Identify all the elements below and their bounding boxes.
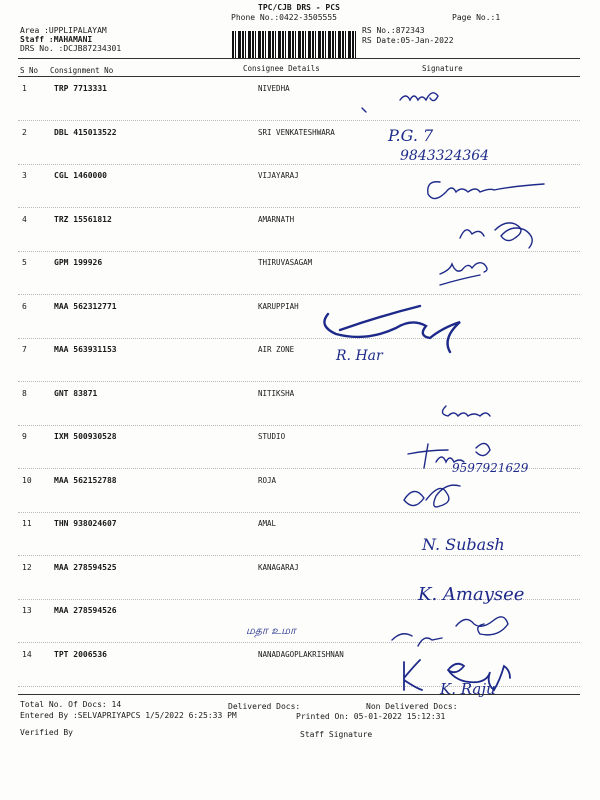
row-serial: 10 [22, 475, 32, 485]
row-serial: 6 [22, 301, 27, 311]
signature-row-13 [392, 617, 508, 646]
signature-row-3 [428, 182, 544, 199]
row-consignment-number: TPT 2006536 [54, 649, 107, 659]
handwritten-row-11: N. Subash [422, 535, 505, 554]
document-title: TPC/CJB DRS - PCS [258, 3, 340, 12]
row-consignee-name: ROJA [258, 475, 277, 485]
row-consignment-number: TRZ 15561812 [54, 214, 112, 224]
row-serial: 9 [22, 432, 27, 441]
column-consignment: Consignment No [50, 66, 114, 75]
row-consignment-number: DBL 415013522 [54, 127, 117, 137]
row-serial: 12 [22, 562, 32, 572]
area-label: Area :UPPLIPALAYAM [20, 26, 107, 35]
row-consignee-name: AMARNATH [258, 214, 295, 224]
drs-number: DRS No. :DCJB87234301 [20, 44, 122, 53]
column-signature: Signature [422, 64, 463, 73]
printed-on: Printed On: 05-01-2022 15:12:31 [296, 712, 446, 721]
rs-date: RS Date:05-Jan-2022 [362, 36, 454, 45]
handwritten-row-12: K. Amaysee [418, 584, 525, 605]
handwritten-row-7: R. Har [336, 348, 383, 364]
total-docs: Total No. Of Docs: 14 [20, 700, 122, 709]
handwritten-row-14: K. Raju [440, 680, 496, 698]
row-consignee-name: NITIKSHA [258, 388, 295, 398]
signature-row-1 [400, 93, 438, 101]
row-consignment-number: MAA 563931153 [54, 345, 117, 354]
row-consignment-number: MAA 278594526 [54, 606, 117, 615]
row-consignee-name: THIRUVASAGAM [258, 258, 313, 267]
delivered-docs: Delivered Docs: [228, 702, 301, 711]
signature-row-6 [324, 306, 460, 352]
row-consignee-name: AMAL [258, 519, 277, 528]
phone-number: Phone No.:0422-3505555 [231, 13, 337, 22]
signature-row-8 [442, 406, 490, 416]
row-serial: 4 [22, 214, 27, 224]
verified-by: Verified By [20, 728, 73, 737]
column-consignee: Consignee Details [243, 64, 320, 73]
row-consignment-number: IXM 500930528 [54, 432, 117, 441]
row-serial: 8 [22, 388, 27, 398]
entered-by: Entered By :SELVAPRIYAPCS 1/5/2022 6:25:33 PM [20, 711, 237, 720]
page-number: Page No.:1 [452, 13, 501, 22]
row-serial: 1 [22, 84, 27, 93]
row-consignment-number: MAA 278594525 [54, 562, 117, 572]
footer-rule [18, 694, 580, 695]
row-serial: 2 [22, 127, 27, 137]
column-sno: S No [20, 66, 39, 75]
row-consignee-name: KARUPPIAH [258, 301, 299, 311]
signature-row-4 [460, 223, 532, 248]
handwritten-row-2-phone: 9843324364 [400, 148, 490, 164]
row-consignment-number: MAA 562312771 [54, 301, 117, 311]
row-consignment-number: TRP 7713331 [54, 84, 107, 93]
row-consignee-name: NANADAGOPLAKRISHNAN [258, 649, 344, 659]
signature-row-5 [440, 263, 487, 285]
handwritten-row-2: P.G. 7 [388, 126, 434, 145]
row-consignment-number: MAA 562152788 [54, 475, 117, 485]
row-serial: 13 [22, 606, 32, 615]
row-serial: 5 [22, 258, 27, 267]
row-consignment-number: GNT 83871 [54, 388, 98, 398]
row-consignee-name: SRI VENKATESHWARA [258, 127, 335, 137]
handwritten-row-13-left: மதா உமா [246, 624, 296, 637]
row-serial: 7 [22, 345, 27, 354]
row-consignee-name: KANAGARAJ [258, 562, 299, 572]
staff-signature: Staff Signature [300, 730, 373, 739]
row-serial: 14 [22, 649, 32, 659]
staff-label: Staff :MAHAMANI [20, 35, 93, 44]
row-consignee-name: VIJAYARAJ [258, 171, 299, 180]
row-consignment-number: CGL 1460000 [54, 171, 107, 180]
handwritten-row-9-phone: 9597921629 [452, 461, 529, 475]
row-consignee-name: AIR ZONE [258, 345, 295, 354]
row-consignee-name: STUDIO [258, 432, 286, 441]
non-delivered-docs: Non Delivered Docs: [366, 702, 458, 711]
row-serial: 11 [22, 519, 32, 528]
signature-row-10 [404, 485, 460, 507]
row-consignment-number: GPM 199926 [54, 258, 103, 267]
row-consignment-number: THN 938024607 [54, 519, 117, 528]
row-serial: 3 [22, 171, 27, 180]
rs-number: RS No.:872343 [362, 26, 425, 35]
row-consignee-name: NIVEDHA [258, 84, 290, 93]
